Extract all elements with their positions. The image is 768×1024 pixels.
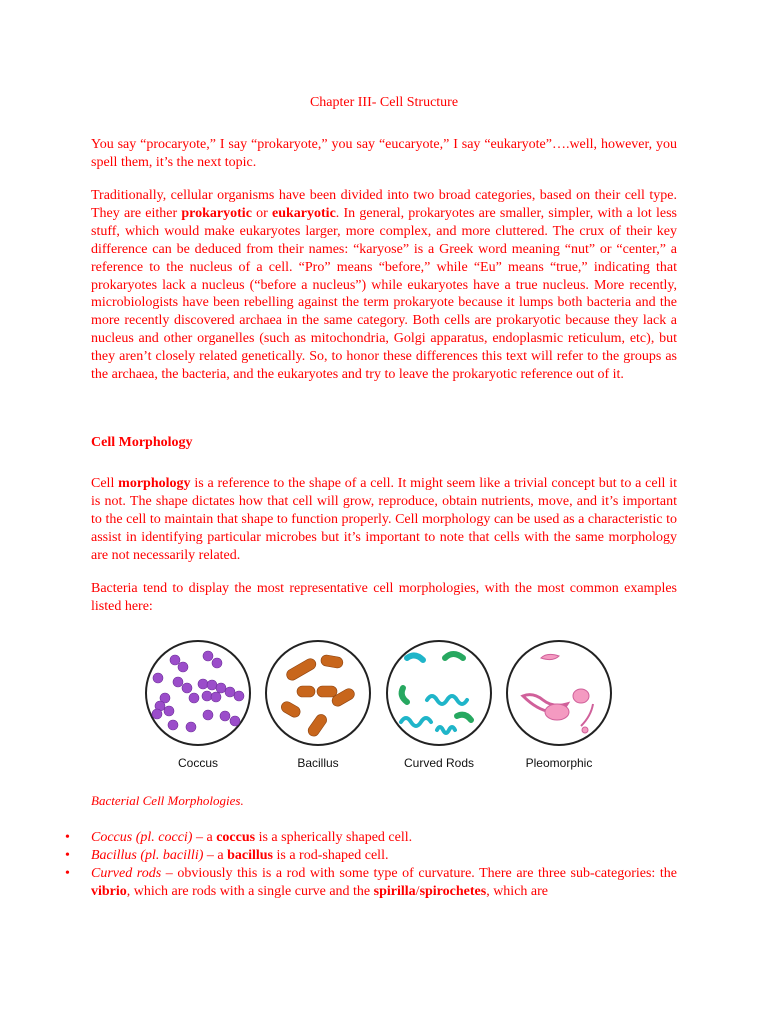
bullet-icon: •: [65, 847, 70, 863]
intro-paragraph: You say “procaryote,” I say “prokaryote,” you say “eucaryote,” I say “eukaryote”….well, however, you spell them, it’s the next topic.: [91, 137, 677, 170]
bullet-icon: •: [65, 830, 70, 845]
list-item: [65, 865, 677, 901]
term-coccus: coccus: [216, 830, 256, 845]
curved-rods-circle: [387, 641, 491, 745]
term-morphology: morphology: [118, 476, 191, 491]
section-heading: Cell Morphology: [91, 435, 193, 450]
text-run: , which are: [486, 883, 548, 899]
text-run: – a: [203, 847, 228, 863]
text-run: or: [251, 205, 273, 221]
text-run: Cell: [91, 476, 119, 491]
text-run: is a spherically shaped cell.: [255, 830, 413, 845]
bacteria-paragraph: Bacteria tend to display the most representative cell morphologies, with the most common examples listed here:: [91, 581, 677, 614]
text-run: is a reference to the shape of a cell. It might seem like a trivial concept but to a cell it is not. The shape dictates how that cell will grow, reproduce, obtain nutrients, move, and it’s important to the cell to maintain that shape to function properly. Cell morphology can be used as a characteristic to assist in identifying particular microbes but it’s important to note that cells with the same morphology are not necessarily related.: [91, 476, 677, 563]
list-item: [65, 847, 677, 865]
figure-caption: Bacterial Cell Morphologies.: [91, 793, 244, 808]
chapter-title: Chapter III- Cell Structure: [309, 95, 459, 110]
bacillus-circle: [266, 641, 370, 745]
morphology-illustration: [145, 636, 695, 756]
term-curved-rods-heading: Curved rods: [91, 865, 162, 881]
morphology-list: [65, 829, 677, 901]
morphology-figure: [145, 636, 695, 776]
term-prokaryotic: prokaryotic: [181, 205, 252, 221]
text-run: , which are rods with a single curve and the: [126, 883, 374, 899]
text-run: – obviously this is a rod with some type of curvature. There are three sub-categories: the: [161, 865, 677, 881]
term-bacillus-heading: Bacillus (pl. bacilli): [91, 847, 204, 863]
pleomorphic-circle: [507, 641, 611, 745]
label-pleomorphic: Pleomorphic: [525, 756, 593, 770]
bullet-icon: •: [65, 865, 70, 881]
term-vibrio: vibrio: [91, 883, 127, 899]
text-run: Traditionally, cellular organisms have been divided into two broad categories, based on their cell type. They are either: [91, 188, 677, 221]
text-run: . In general, prokaryotes are smaller, simpler, with a lot less stuff, which would make eukaryotes larger, more complex, and more cluttered. The crux of their key difference can be deduced from their names: “karyose” is a Greek word meaning “nut” or “center,” a reference to the nucleus of a cell. “Pro” means “before,” while “Eu” means “true,” indicating that prokaryotes lack a nucleus (“before a nucleus”) while eukaryotes have a true nucleus. More recently, microbiologists have been rebelling against the term prokaryote because it lumps both bacteria and the more recently discovered archaea in the same category. Both cells are prokaryotic because they lack a nucleus and other organelles (such as mitochondria, Golgi apparatus, endoplasmic reticulum, etc), but they aren’t closely related genetically. So, to honor these differences this text will refer to the groups as the archaea, the bacteria, and the eukaryotes and try to leave the prokaryotic reference out of it.: [91, 205, 677, 383]
term-bacillus: bacillus: [227, 847, 273, 863]
coccus-circle: [146, 641, 250, 745]
morphology-paragraph: [91, 475, 677, 565]
term-spirochetes: spirochetes: [419, 883, 487, 899]
list-item: [65, 829, 677, 847]
term-coccus-heading: Coccus (pl. cocci): [91, 830, 193, 845]
text-run: – a: [192, 830, 217, 845]
text-run: is a rod-shaped cell.: [273, 847, 389, 863]
term-spirilla: spirilla: [373, 883, 416, 899]
text-run: /: [415, 883, 420, 899]
label-coccus: Coccus: [177, 756, 218, 770]
label-curved-rods: Curved Rods: [403, 756, 475, 770]
term-eukaryotic: eukaryotic: [272, 205, 336, 221]
traditional-paragraph: [91, 187, 677, 384]
label-bacillus: Bacillus: [297, 756, 339, 770]
